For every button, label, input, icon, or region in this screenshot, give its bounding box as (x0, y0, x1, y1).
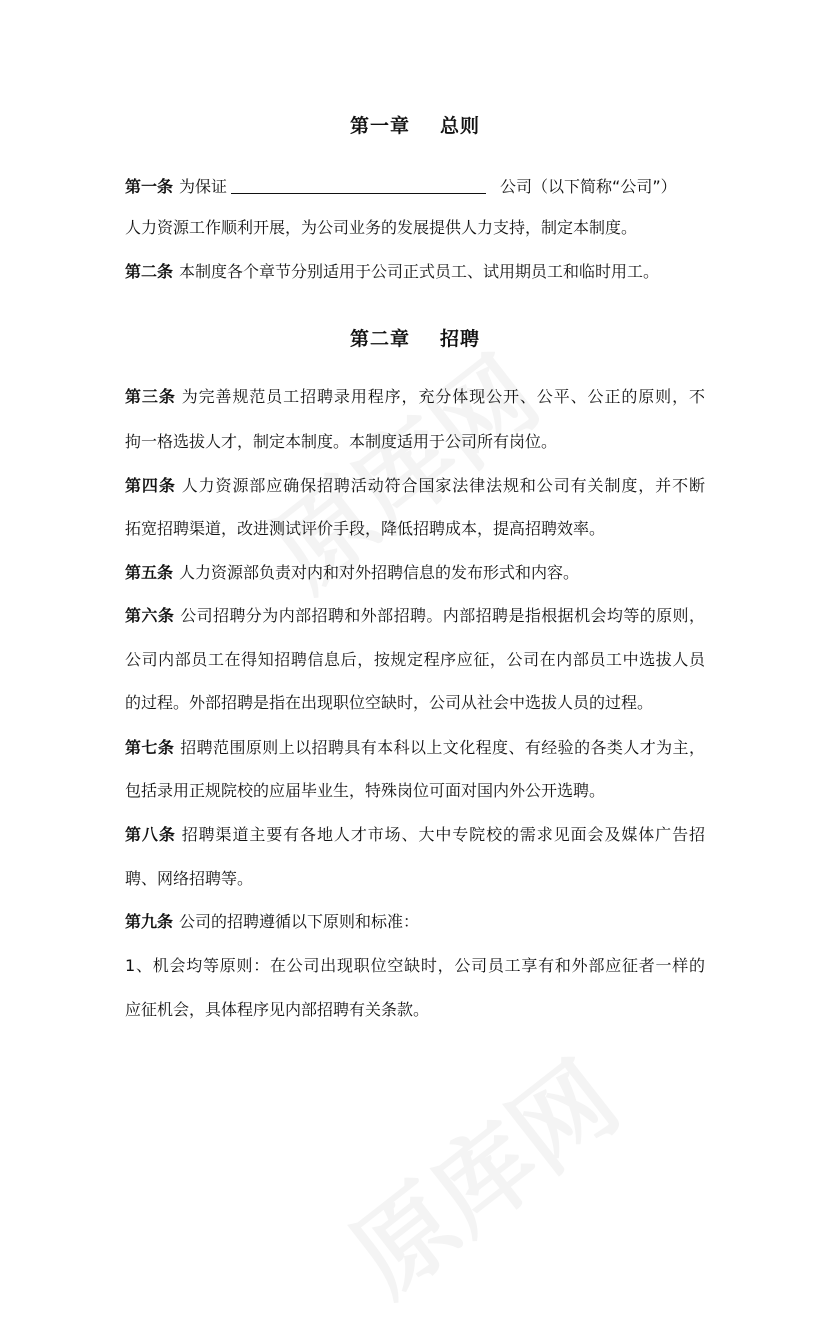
article-label: 第八条 (125, 825, 176, 844)
article-8-line-2: 聘、网络招聘等。 (125, 869, 254, 888)
article-4-line-1 (125, 475, 705, 497)
article-6-line-1 (125, 605, 705, 627)
article-label: 第七条 (125, 738, 175, 757)
article-7-line-1 (125, 737, 705, 759)
article-6-line-2: 公司内部员工在得知招聘信息后，按规定程序应征，公司在内部员工中选拔人员 (125, 650, 705, 669)
article-label: 第一条 (125, 177, 174, 196)
chapter-2-heading (0, 324, 830, 351)
article-2 (125, 261, 705, 283)
article-8-line-1 (125, 824, 705, 846)
article-text: 招聘范围原则上以招聘具有本科以上文化程度、有经验的各类人才为主， (180, 738, 705, 757)
article-1-line-1 (125, 175, 705, 198)
article-7-line-2: 包括录用正规院校的应届毕业生，特殊岗位可面对国内外公开选聘。 (125, 781, 606, 800)
chapter-title: 招聘 (440, 328, 481, 350)
watermark (317, 1023, 642, 1321)
article-text: 公司（以下简称“公司”） (500, 177, 677, 196)
article-9 (125, 911, 705, 933)
article-label: 第九条 (125, 912, 174, 931)
item-1-line-2: 应征机会，具体程序见内部招聘有关条款。 (125, 1000, 430, 1019)
chapter-number: 第一章 (349, 115, 410, 137)
article-text: 招聘渠道主要有各地人才市场、大中专院校的需求见面会及媒体广告招 (181, 825, 705, 844)
article-1-line-2: 人力资源工作顺利开展，为公司业务的发展提供人力支持，制定本制度。 (125, 218, 638, 237)
article-3-line-2: 拘一格选拔人才，制定本制度。本制度适用于公司所有岗位。 (125, 432, 558, 451)
chapter-1-heading (0, 111, 830, 138)
article-4-line-2: 拓宽招聘渠道，改进测试评价手段，降低招聘成本，提高招聘效率。 (125, 519, 606, 538)
article-text: 为完善规范员工招聘录用程序，充分体现公开、公平、公正的原则，不 (181, 387, 705, 406)
article-text: 本制度各个章节分别适用于公司正式员工、试用期员工和临时用工。 (179, 262, 660, 281)
article-label: 第四条 (125, 476, 176, 495)
article-5 (125, 562, 705, 584)
chapter-title: 总则 (440, 115, 481, 137)
article-label: 第六条 (125, 606, 175, 625)
article-text: 公司招聘分为内部招聘和外部招聘。内部招聘是指根据机会均等的原则， (180, 606, 705, 625)
fill-in-blank[interactable] (231, 175, 486, 194)
article-text: 公司的招聘遵循以下原则和标准： (179, 912, 420, 931)
article-3-line-1 (125, 386, 705, 408)
item-1-line-1: 1、机会均等原则：在公司出现职位空缺时，公司员工享有和外部应征者一样的 (125, 956, 705, 975)
article-6-line-3: 的过程。外部招聘是指在出现职位空缺时，公司从社会中选拔人员的过程。 (125, 693, 654, 712)
article-label: 第三条 (125, 387, 176, 406)
article-text: 为保证 (179, 177, 228, 196)
article-label: 第二条 (125, 262, 174, 281)
chapter-number: 第二章 (349, 328, 410, 350)
article-label: 第五条 (125, 563, 174, 582)
article-text: 人力资源部负责对内和对外招聘信息的发布形式和内容。 (179, 563, 580, 582)
article-text: 人力资源部应确保招聘活动符合国家法律法规和公司有关制度，并不断 (181, 476, 705, 495)
